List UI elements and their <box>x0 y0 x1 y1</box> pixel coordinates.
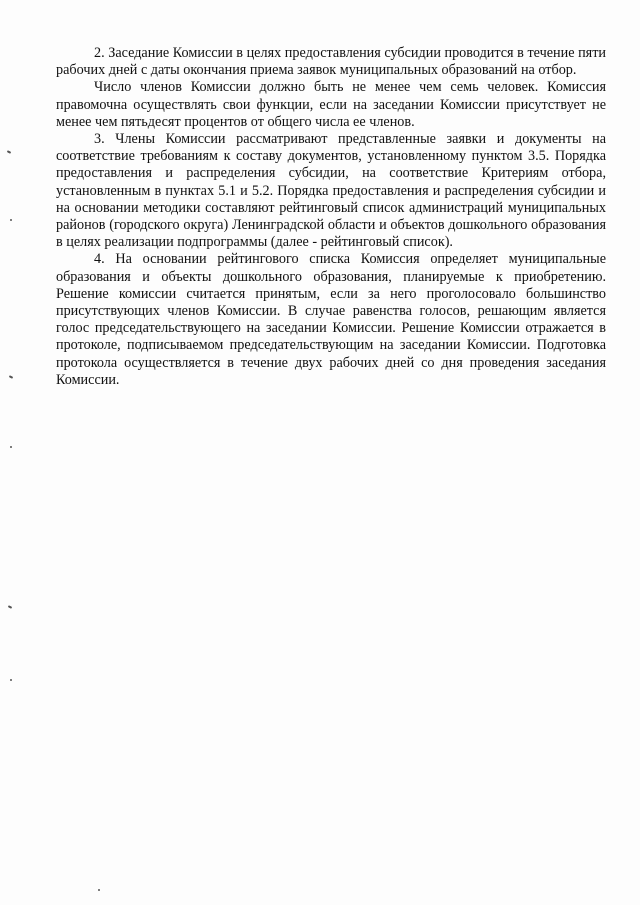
scan-speck <box>98 889 100 891</box>
scan-speck <box>10 679 12 681</box>
scan-speck <box>9 375 13 379</box>
scan-speck <box>10 219 12 221</box>
scan-speck <box>8 605 12 609</box>
paragraph-3-rating-list: 3. Члены Комиссии рассматривают представленные заявки и документы на соответствие требованиям к составу документов, установленному пунктом 3.5. Порядка предоставления и распределения субсидии, на соответствие Критериям отбора, установленным в пунктах 5.1 и 5.2. Порядка предоставления и распределения субсидии и на основании методики составляют рейтинговый список администраций муниципальных районов (городского округа) Ленинградской области и объектов дошкольного образования в целях реализации подпрограммы (далее - рейтинговый список). <box>56 131 606 251</box>
paragraph-2-meeting-timing: 2. Заседание Комиссии в целях предоставления субсидии проводится в течение пяти рабочих дней с даты окончания приема заявок муниципальных образований на отбор. <box>56 45 606 79</box>
paragraph-4-decision: 4. На основании рейтингового списка Комиссия определяет муниципальные образования и объекты дошкольного образования, планируемые к приобретению. Решение комиссии считается принятым, если за него проголосовало большинство присутствующих членов Комиссии. В случае равенства голосов, решающим является голос председательствующего на заседании Комиссии. Решение Комиссии отражается в протоколе, подписываемом председательствующим на заседании Комиссии. Подготовка протокола осуществляется в течение двух рабочих дней со дня проведения заседания Комиссии. <box>56 251 606 388</box>
paragraph-quorum: Число членов Комиссии должно быть не менее чем семь человек. Комиссия правомочна осуществлять свои функции, если на заседании Комиссии присутствует не менее чем пятьдесят процентов от общего числа ее членов. <box>56 79 606 130</box>
scan-speck <box>7 150 11 154</box>
document-body <box>56 45 606 389</box>
scan-speck <box>10 446 12 448</box>
